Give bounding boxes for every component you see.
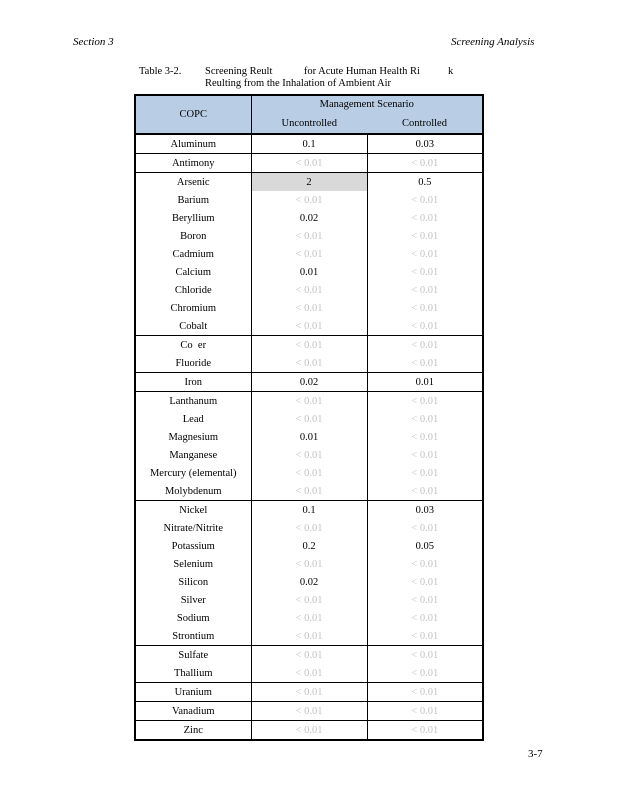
table-row: [135, 482, 483, 501]
table-body: [135, 134, 483, 740]
table-row: [135, 373, 483, 392]
table-row: [135, 591, 483, 609]
copc-name-cell: Iron: [135, 373, 251, 392]
copc-name-cell: Sulfate: [135, 646, 251, 665]
uncontrolled-value-cell: < 0.01: [251, 482, 367, 501]
copc-name-cell: Barium: [135, 191, 251, 209]
copc-name-cell: Thallium: [135, 664, 251, 683]
table-row: [135, 446, 483, 464]
table-row: [135, 702, 483, 721]
copc-name-cell: Calcium: [135, 263, 251, 281]
uncontrolled-value-cell: < 0.01: [251, 446, 367, 464]
copc-name-cell: Chromium: [135, 299, 251, 317]
uncontrolled-value-cell: < 0.01: [251, 664, 367, 683]
controlled-value-cell: < 0.01: [367, 154, 483, 173]
table-row: [135, 336, 483, 355]
table-row: [135, 281, 483, 299]
uncontrolled-value-cell: < 0.01: [251, 354, 367, 373]
table-row: [135, 245, 483, 263]
uncontrolled-value-cell: < 0.01: [251, 721, 367, 741]
uncontrolled-value-cell: < 0.01: [251, 410, 367, 428]
controlled-value-cell: < 0.01: [367, 627, 483, 646]
table-row: [135, 173, 483, 192]
copc-name-cell: Potassium: [135, 537, 251, 555]
controlled-value-cell: 0.05: [367, 537, 483, 555]
copc-name-cell: Uranium: [135, 683, 251, 702]
controlled-value-cell: < 0.01: [367, 609, 483, 627]
table-row: [135, 154, 483, 173]
copc-name-cell: Lead: [135, 410, 251, 428]
table-row: [135, 410, 483, 428]
table-row: [135, 191, 483, 209]
table-row: [135, 721, 483, 741]
uncontrolled-value-cell: < 0.01: [251, 281, 367, 299]
controlled-value-cell: < 0.01: [367, 702, 483, 721]
table-row: [135, 501, 483, 520]
uncontrolled-value-cell: < 0.01: [251, 154, 367, 173]
controlled-value-cell: < 0.01: [367, 464, 483, 482]
controlled-value-cell: < 0.01: [367, 555, 483, 573]
table-title-line2: Reulting from the Inhalation of Ambient Air: [205, 78, 392, 89]
table-row: [135, 609, 483, 627]
uncontrolled-value-cell: < 0.01: [251, 336, 367, 355]
copc-name-cell: Arsenic: [135, 173, 251, 192]
table-title-line1: Screening Reult for Acute Human Health Ri: [205, 66, 420, 77]
controlled-value-cell: < 0.01: [367, 392, 483, 411]
uncontrolled-value-cell: 0.1: [251, 134, 367, 154]
copc-name-cell: Silicon: [135, 573, 251, 591]
controlled-value-cell: < 0.01: [367, 263, 483, 281]
uncontrolled-value-cell: 0.01: [251, 263, 367, 281]
copc-name-cell: Boron: [135, 227, 251, 245]
copc-name-cell: Manganese: [135, 446, 251, 464]
uncontrolled-value-cell: < 0.01: [251, 299, 367, 317]
table-row: [135, 464, 483, 482]
uncontrolled-value-cell: < 0.01: [251, 555, 367, 573]
table-row: [135, 392, 483, 411]
uncontrolled-value-cell: < 0.01: [251, 627, 367, 646]
uncontrolled-value-cell: < 0.01: [251, 646, 367, 665]
section-label: Section 3: [73, 36, 114, 48]
uncontrolled-value-cell: < 0.01: [251, 519, 367, 537]
uncontrolled-value-cell: 0.01: [251, 428, 367, 446]
table-row: [135, 627, 483, 646]
copc-name-cell: Nickel: [135, 501, 251, 520]
copc-name-cell: Mercury (elemental): [135, 464, 251, 482]
table-row: [135, 555, 483, 573]
copc-name-cell: Selenium: [135, 555, 251, 573]
chapter-label: Screening Analysis: [451, 36, 535, 48]
table-row: [135, 428, 483, 446]
table-row: [135, 664, 483, 683]
screening-results-table: [134, 94, 484, 741]
uncontrolled-value-cell: < 0.01: [251, 591, 367, 609]
table-row: [135, 134, 483, 154]
column-header-controlled: Controlled: [367, 114, 483, 134]
copc-name-cell: Aluminum: [135, 134, 251, 154]
table-row: [135, 683, 483, 702]
controlled-value-cell: < 0.01: [367, 519, 483, 537]
copc-name-cell: Magnesium: [135, 428, 251, 446]
column-header-copc: COPC: [135, 95, 251, 134]
uncontrolled-value-cell: < 0.01: [251, 702, 367, 721]
copc-name-cell: Zinc: [135, 721, 251, 741]
copc-name-cell: Silver: [135, 591, 251, 609]
copc-name-cell: Molybdenum: [135, 482, 251, 501]
copc-name-cell: Beryllium: [135, 209, 251, 227]
controlled-value-cell: < 0.01: [367, 336, 483, 355]
controlled-value-cell: < 0.01: [367, 646, 483, 665]
uncontrolled-value-cell: < 0.01: [251, 464, 367, 482]
controlled-value-cell: < 0.01: [367, 446, 483, 464]
table-row: [135, 354, 483, 373]
copc-name-cell: Chloride: [135, 281, 251, 299]
controlled-value-cell: < 0.01: [367, 281, 483, 299]
table-row: [135, 209, 483, 227]
table-row: [135, 573, 483, 591]
uncontrolled-value-cell: < 0.01: [251, 191, 367, 209]
table-row: [135, 646, 483, 665]
copc-name-cell: Cobalt: [135, 317, 251, 336]
copc-name-cell: Vanadium: [135, 702, 251, 721]
controlled-value-cell: < 0.01: [367, 191, 483, 209]
controlled-value-cell: < 0.01: [367, 354, 483, 373]
table-row: [135, 519, 483, 537]
page-number: 3-7: [528, 748, 543, 760]
controlled-value-cell: < 0.01: [367, 410, 483, 428]
controlled-value-cell: 0.03: [367, 501, 483, 520]
controlled-value-cell: < 0.01: [367, 721, 483, 741]
controlled-value-cell: 0.03: [367, 134, 483, 154]
uncontrolled-value-cell: < 0.01: [251, 245, 367, 263]
column-group-management-scenario: Management Scenario: [251, 95, 483, 114]
table-title-line1-tail: k: [448, 66, 454, 77]
controlled-value-cell: < 0.01: [367, 299, 483, 317]
uncontrolled-value-cell: < 0.01: [251, 392, 367, 411]
uncontrolled-value-cell: < 0.01: [251, 609, 367, 627]
copc-name-cell: Fluoride: [135, 354, 251, 373]
uncontrolled-value-cell: 0.02: [251, 373, 367, 392]
copc-name-cell: Lanthanum: [135, 392, 251, 411]
controlled-value-cell: < 0.01: [367, 591, 483, 609]
controlled-value-cell: < 0.01: [367, 664, 483, 683]
controlled-value-cell: < 0.01: [367, 245, 483, 263]
controlled-value-cell: < 0.01: [367, 683, 483, 702]
copc-name-cell: Antimony: [135, 154, 251, 173]
uncontrolled-value-cell: 0.2: [251, 537, 367, 555]
copc-name-cell: Sodium: [135, 609, 251, 627]
table-row: [135, 317, 483, 336]
copc-name-cell: Nitrate/Nitrite: [135, 519, 251, 537]
uncontrolled-value-cell: 0.02: [251, 209, 367, 227]
copc-name-cell: Strontium: [135, 627, 251, 646]
controlled-value-cell: < 0.01: [367, 573, 483, 591]
table-row: [135, 299, 483, 317]
uncontrolled-value-cell: < 0.01: [251, 317, 367, 336]
column-header-uncontrolled: Uncontrolled: [251, 114, 367, 134]
uncontrolled-value-cell: 0.02: [251, 573, 367, 591]
uncontrolled-value-cell: < 0.01: [251, 683, 367, 702]
table-row: [135, 263, 483, 281]
uncontrolled-value-cell: 2: [251, 173, 367, 192]
uncontrolled-value-cell: < 0.01: [251, 227, 367, 245]
controlled-value-cell: < 0.01: [367, 482, 483, 501]
controlled-value-cell: < 0.01: [367, 317, 483, 336]
controlled-value-cell: < 0.01: [367, 209, 483, 227]
table-row: [135, 227, 483, 245]
table-number: Table 3-2.: [139, 66, 182, 77]
controlled-value-cell: 0.01: [367, 373, 483, 392]
uncontrolled-value-cell: 0.1: [251, 501, 367, 520]
controlled-value-cell: < 0.01: [367, 227, 483, 245]
copc-name-cell: Cadmium: [135, 245, 251, 263]
controlled-value-cell: < 0.01: [367, 428, 483, 446]
controlled-value-cell: 0.5: [367, 173, 483, 192]
copc-name-cell: Co er: [135, 336, 251, 355]
table-row: [135, 537, 483, 555]
